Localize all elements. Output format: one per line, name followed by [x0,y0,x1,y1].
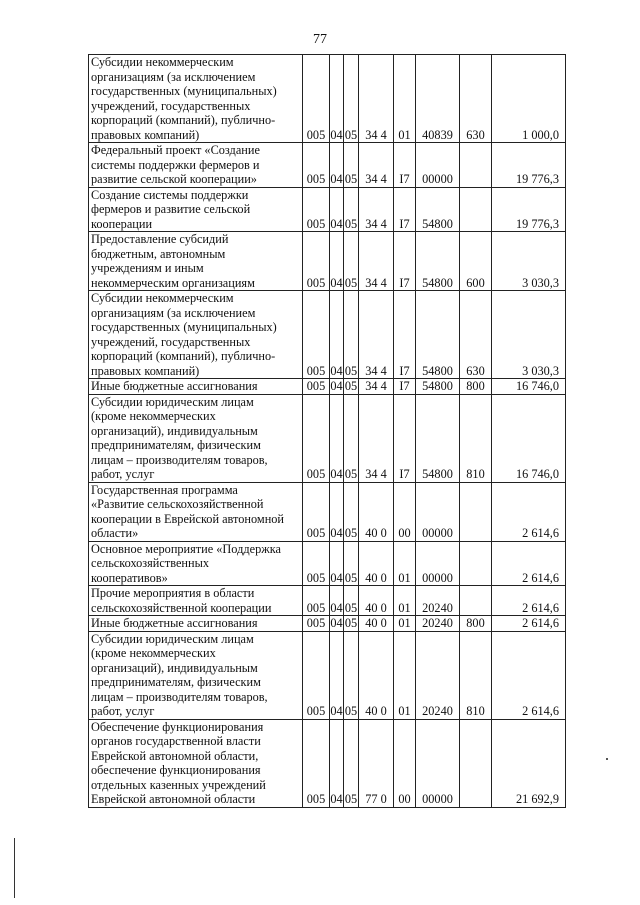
ministry-code-cell: 005 [303,631,330,719]
item-name-line: государственных (муниципальных) [91,320,277,334]
item-name-cell [89,143,303,188]
subprogram-code-cell: 00 [394,482,416,541]
subprogram-code-cell: I7 [394,379,416,395]
item-name-line: Иные бюджетные ассигнования [91,616,258,630]
amount-cell: 2 614,6 [492,631,566,719]
subprogram-code-cell: I7 [394,394,416,482]
item-name-line: «Развитие сельскохозяйственной [91,497,264,511]
program-code-cell: 40 0 [359,586,394,616]
direction-code-cell: 00000 [416,541,460,586]
item-name-line: корпораций (компаний), публично- [91,113,276,127]
table-row [89,482,566,541]
section-code-cell: 04 [330,616,343,630]
subsection-code-cell: 05 [344,187,359,232]
item-name-line: учреждений, государственных [91,334,251,349]
program-code-cell: 34 4 [359,379,394,395]
item-name-line: (кроме некоммерческих [91,409,216,423]
item-name-line: организаций), индивидуальным [91,423,258,438]
program-code-cell: 40 0 [359,631,394,719]
expense-type-cell: 630 [460,291,492,379]
item-name-line: Прочие мероприятия в области [91,586,255,600]
amount-cell: 16 746,0 [492,394,566,482]
ministry-code-cell: 005 [303,379,330,395]
item-name-line: Иные бюджетные ассигнования [91,379,258,393]
item-name-line: Государственная программа [91,482,238,497]
item-name-line: сельскохозяйственной кооперации [91,600,272,615]
item-name-line: кооперации [91,216,153,231]
margin-line [14,838,15,898]
expense-type-cell: 600 [460,232,492,291]
item-name-line: организаций), индивидуальным [91,660,258,675]
item-name-line: развитие сельской кооперации» [91,172,257,186]
direction-code-cell: 20240 [416,616,460,632]
table-row [89,719,566,807]
table-row [89,291,566,379]
amount-cell: 2 614,6 [492,482,566,541]
item-name-cell [89,55,303,143]
item-name-line: Обеспечение функционирования [91,719,264,734]
amount-cell: 19 776,3 [492,187,566,232]
item-name-cell [89,616,303,632]
item-name-line: корпораций (компаний), публично- [91,349,276,363]
table-row [89,379,566,395]
item-name-line: бюджетным, автономным [91,246,226,261]
program-code-cell: 34 4 [359,291,394,379]
program-code-cell: 40 0 [359,541,394,586]
budget-table-body [89,55,566,808]
ministry-code-cell: 005 [303,586,330,616]
item-name-line: государственных (муниципальных) [91,84,277,98]
expense-type-cell: 810 [460,394,492,482]
ministry-code-cell: 005 [303,291,330,379]
direction-code-cell: 00000 [416,482,460,541]
item-name-line: сельскохозяйственных [91,556,209,570]
item-name-cell [89,187,303,232]
item-name-line: Субсидии юридическим лицам [91,394,254,409]
item-name-line: работ, услуг [91,704,155,718]
subsection-code-cell: 05 [344,143,359,188]
section-code-cell: 04 [330,143,344,188]
expense-type-cell [460,143,492,188]
subprogram-code-cell: 01 [394,631,416,719]
ministry-code-cell: 005 [303,55,330,143]
direction-code-cell: 40839 [416,55,460,143]
amount-cell: 3 030,3 [492,232,566,291]
item-name-line: организациям (за исключением [91,69,256,84]
subsection-code-cell: 05 [344,291,359,379]
subsection-code-cell: 05 [344,394,359,482]
item-name-line: обеспечение функционирования [91,763,261,777]
item-name-line: лицам – производителям товаров, [91,452,268,467]
amount-cell: 2 614,6 [492,616,566,632]
expense-type-cell: 630 [460,55,492,143]
expense-type-cell [460,719,492,807]
page-number: 77 [313,32,327,47]
section-code-cell: 04 [330,482,344,541]
item-name-line: кооперации в Еврейской автономной [91,511,285,526]
item-name-line: предпринимателям, физическим [91,675,261,689]
program-code-cell: 34 4 [359,394,394,482]
item-name-line: Субсидии некоммерческим [91,55,234,69]
direction-code-cell: 54800 [416,291,460,379]
item-name-line: учреждений, государственных [91,98,251,113]
ministry-code-cell: 005 [303,719,330,807]
item-name-cell [89,482,303,541]
item-name-line: организациям (за исключением [91,305,256,320]
section-code-cell: 04 [330,631,344,719]
subprogram-code-cell: I7 [394,291,416,379]
table-row [89,394,566,482]
subsection-code-cell: 05 [344,541,359,586]
item-name-line: области» [91,526,139,540]
program-code-cell: 40 0 [359,616,394,632]
section-code-cell: 04 [330,719,344,807]
ministry-code-cell: 005 [303,616,330,632]
ministry-code-cell: 005 [303,394,330,482]
item-name-line: Основное мероприятие «Поддержка [91,541,281,556]
item-name-cell [89,379,303,395]
subprogram-code-cell: 01 [394,616,416,632]
direction-code-cell: 20240 [416,586,460,616]
direction-code-cell: 54800 [416,379,460,395]
item-name-line: Субсидии юридическим лицам [91,631,254,646]
item-name-line: органов государственной власти [91,734,261,748]
amount-cell: 19 776,3 [492,143,566,188]
amount-cell: 2 614,6 [492,586,566,616]
amount-cell: 16 746,0 [492,379,566,395]
item-name-line: Создание системы поддержки [91,187,249,202]
subprogram-code-cell: I7 [394,187,416,232]
expense-type-cell [460,187,492,232]
item-name-line: Субсидии некоммерческим [91,291,234,305]
subprogram-code-cell: 01 [394,55,416,143]
subprogram-code-cell: I7 [394,143,416,188]
section-code-cell: 04 [330,187,344,232]
table-row [89,586,566,616]
program-code-cell: 34 4 [359,143,394,188]
item-name-line: отдельных казенных учреждений [91,777,266,792]
direction-code-cell: 00000 [416,143,460,188]
amount-cell: 3 030,3 [492,291,566,379]
subsection-code-cell: 05 [344,616,358,630]
item-name-cell [89,631,303,719]
scan-speck [606,758,608,760]
section-code-cell: 04 [330,586,344,616]
expense-type-cell: 810 [460,631,492,719]
section-code-cell: 04 [330,379,343,393]
item-name-line: Федеральный проект «Создание [91,143,260,157]
table-row [89,232,566,291]
ministry-code-cell: 005 [303,482,330,541]
item-name-line: Предоставление субсидий [91,232,229,246]
direction-code-cell: 00000 [416,719,460,807]
item-name-cell [89,586,303,616]
item-name-line: Еврейской автономной области [91,792,256,806]
item-name-line: кооперативов» [91,570,168,585]
ministry-code-cell: 005 [303,232,330,291]
item-name-line: системы поддержки фермеров и [91,157,260,172]
expense-type-cell: 800 [460,616,492,632]
item-name-line: учреждениям и иным [91,261,204,275]
subsection-code-cell: 05 [344,55,359,143]
table-row [89,631,566,719]
program-code-cell: 40 0 [359,482,394,541]
program-code-cell: 34 4 [359,232,394,291]
program-code-cell: 77 0 [359,719,394,807]
expense-type-cell [460,586,492,616]
item-name-line: правовых компаний) [91,127,200,142]
direction-code-cell: 54800 [416,187,460,232]
subprogram-code-cell: 01 [394,586,416,616]
section-code-cell: 04 [330,291,344,379]
subsection-code-cell: 05 [344,586,359,616]
direction-code-cell: 20240 [416,631,460,719]
ministry-code-cell: 005 [303,541,330,586]
item-name-cell [89,291,303,379]
item-name-cell [89,232,303,291]
item-name-cell [89,394,303,482]
item-name-line: лицам – производителям товаров, [91,689,268,704]
ministry-code-cell: 005 [303,143,330,188]
item-name-line: предпринимателям, физическим [91,438,261,452]
amount-cell: 21 692,9 [492,719,566,807]
table-row [89,541,566,586]
subprogram-code-cell: I7 [394,232,416,291]
expense-type-cell [460,541,492,586]
section-code-cell: 04 [330,232,344,291]
subsection-code-cell: 05 [344,631,359,719]
program-code-cell: 34 4 [359,187,394,232]
table-row [89,616,566,632]
amount-cell: 2 614,6 [492,541,566,586]
item-name-cell [89,541,303,586]
item-name-line: фермеров и развитие сельской [91,202,251,216]
subsection-code-cell: 05 [344,719,359,807]
table-row [89,187,566,232]
subsection-code-cell: 05 [344,482,359,541]
expense-type-cell [460,482,492,541]
item-name-line: Еврейской автономной области, [91,748,259,763]
section-code-cell: 04 [330,394,344,482]
ministry-code-cell: 005 [303,187,330,232]
subprogram-code-cell: 00 [394,719,416,807]
item-name-line: некоммерческим организациям [91,275,255,290]
expense-type-cell: 800 [460,379,492,395]
subsection-code-cell: 05 [344,379,358,393]
direction-code-cell: 54800 [416,232,460,291]
section-code-cell: 04 [330,541,344,586]
item-name-line: (кроме некоммерческих [91,646,216,660]
section-code-cell: 04 [330,55,344,143]
item-name-cell [89,719,303,807]
table-row [89,55,566,143]
amount-cell: 1 000,0 [492,55,566,143]
program-code-cell: 34 4 [359,55,394,143]
direction-code-cell: 54800 [416,394,460,482]
item-name-line: правовых компаний) [91,363,200,378]
budget-table [88,54,566,808]
subsection-code-cell: 05 [344,232,359,291]
subprogram-code-cell: 01 [394,541,416,586]
table-row [89,143,566,188]
item-name-line: работ, услуг [91,467,155,481]
